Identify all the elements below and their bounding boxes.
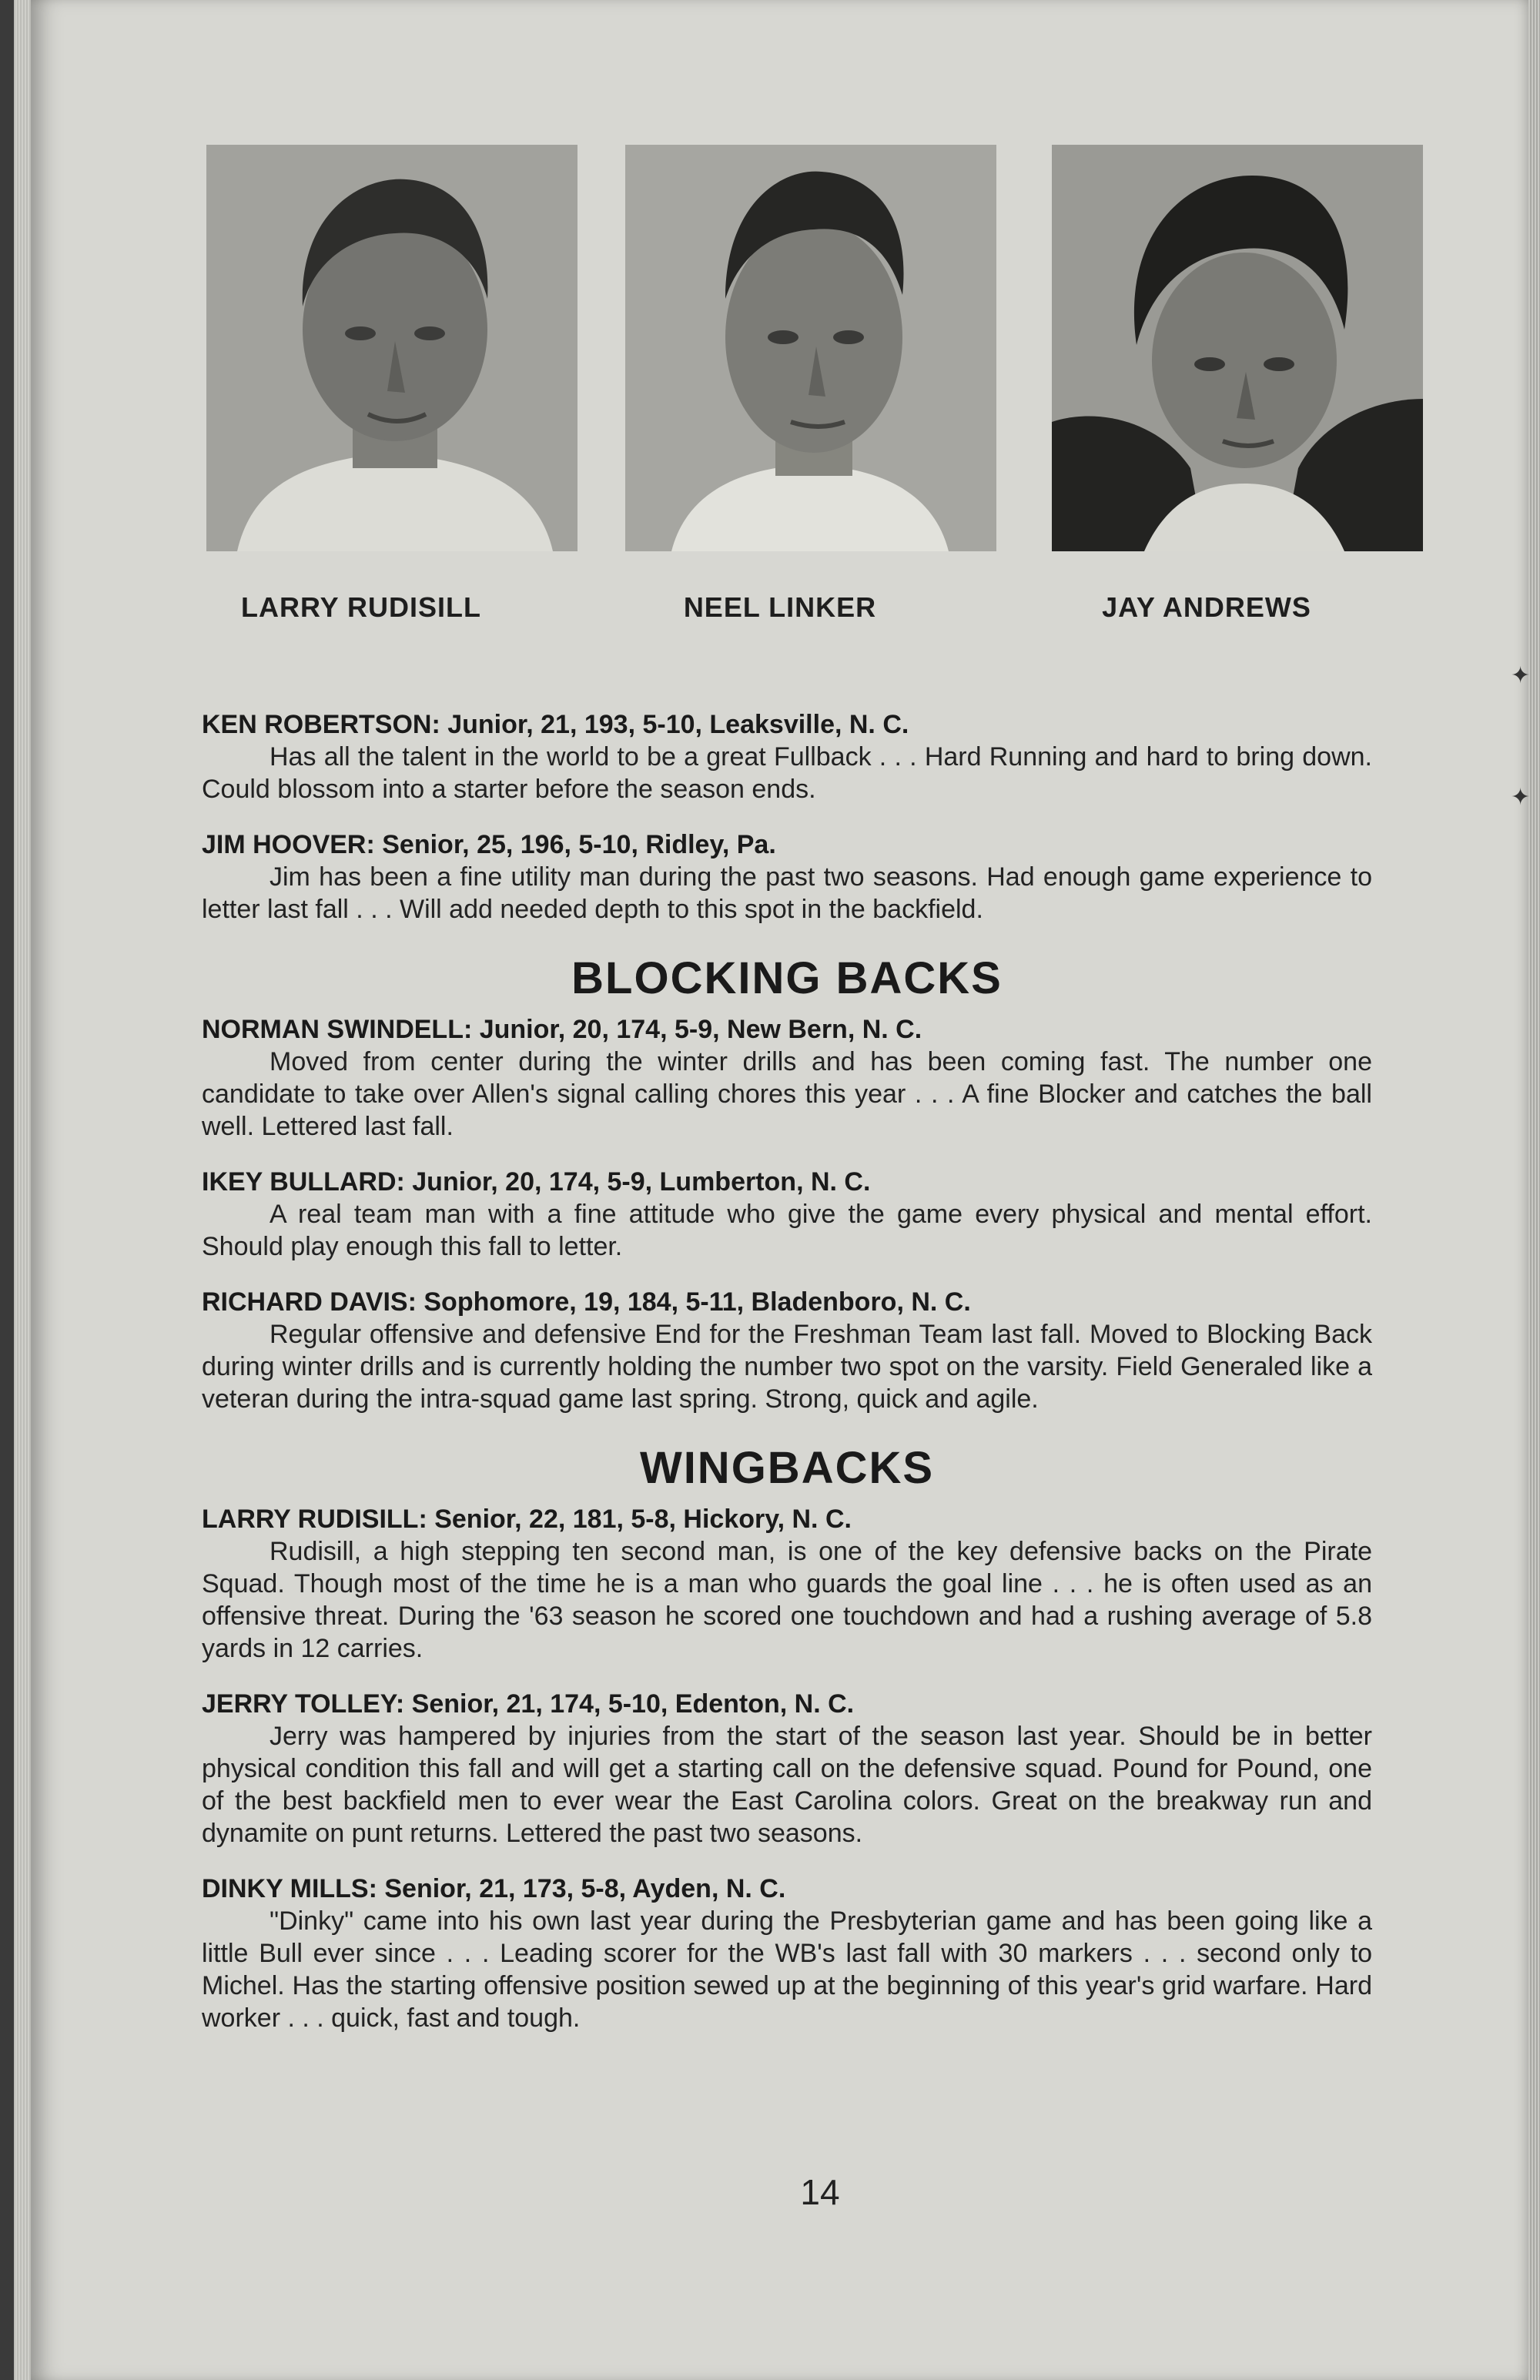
player-entry — [202, 1873, 1372, 2034]
player-heading: JERRY TOLLEY: Senior, 21, 174, 5-10, Edenton, N. C. — [202, 1689, 855, 1719]
player-description: Jim has been a fine utility man during the past two seasons. Had enough game experience to letter last fall . . . Will add needed depth to this spot in the backfield. — [202, 862, 1372, 924]
player-description: Jerry was hampered by injuries from the start of the season last year. Should be in better physical condition this fall and will get a starting call on the defensive squad. Pound for Pound, one of the best backfield men to ever wear the East Carolina colors. Great on the breakway run and dynamite on punt returns. Lettered the past two seasons. — [202, 1722, 1372, 1848]
portrait-image — [625, 145, 996, 551]
player-entry — [202, 1286, 1372, 1415]
player-photo-neel-linker — [625, 145, 996, 551]
photo-caption-3: JAY ANDREWS — [1102, 591, 1311, 623]
photo-caption-1: LARRY RUDISILL — [240, 591, 481, 623]
player-description: Has all the talent in the world to be a great Fullback . . . Hard Running and hard to bring down. Could blossom into a starter before the season ends. — [202, 742, 1372, 804]
player-heading: KEN ROBERTSON: Junior, 21, 193, 5-10, Leaksville, N. C. — [202, 710, 909, 739]
margin-mark-icon: ✦ — [1511, 785, 1531, 810]
photo-caption-2: NEEL LINKER — [683, 591, 877, 623]
player-photo-jay-andrews — [1052, 145, 1423, 551]
player-heading: RICHARD DAVIS: Sophomore, 19, 184, 5-11, Bladenboro, N. C. — [202, 1287, 971, 1317]
article-body — [202, 708, 1372, 2057]
player-entry — [202, 1013, 1372, 1143]
player-heading: DINKY MILLS: Senior, 21, 173, 5-8, Ayden, N. C. — [202, 1874, 786, 1903]
portrait-image — [1052, 145, 1423, 551]
player-entry — [202, 1166, 1372, 1263]
player-heading: NORMAN SWINDELL: Junior, 20, 174, 5-9, New Bern, N. C. — [202, 1015, 922, 1044]
player-entry — [202, 1688, 1372, 1849]
page-stack-right-edge — [1528, 0, 1540, 2380]
player-description: Rudisill, a high stepping ten second man, is one of the key defensive backs on the Pirate Squad. Though most of the time he is a man who guards the goal line . . . he is often used as an offensive threat. During the '63 season he scored one touchdown and had a rushing average of 5.8 yards in 12 carries. — [202, 1537, 1372, 1663]
section-title-blocking-backs: BLOCKING BACKS — [571, 953, 1003, 1003]
player-entry — [202, 828, 1372, 926]
player-entry — [202, 708, 1372, 805]
player-photo-larry-rudisill — [206, 145, 578, 551]
section-title-wingbacks: WINGBACKS — [639, 1443, 935, 1493]
page-stack-left-edge — [14, 0, 31, 2380]
player-heading: IKEY BULLARD: Junior, 20, 174, 5-9, Lumberton, N. C. — [202, 1167, 871, 1197]
player-description: Moved from center during the winter drills and has been coming fast. The number one candidate to take over Allen's signal calling chores this year . . . A fine Blocker and catches the ball well. Lettered last fall. — [202, 1047, 1372, 1141]
player-photos — [176, 145, 1417, 551]
page-number: 14 — [800, 2172, 840, 2212]
margin-mark-icon: ✦ — [1511, 663, 1531, 688]
player-heading: JIM HOOVER: Senior, 25, 196, 5-10, Ridley, Pa. — [202, 830, 776, 859]
player-description: A real team man with a fine attitude who give the game every physical and mental effort. Should play enough this fall to letter. — [202, 1200, 1372, 1261]
player-description: "Dinky" came into his own last year during the Presbyterian game and has been going like a little Bull ever since . . . Leading scorer for the WB's last fall with 30 markers . . . second only to Michel. Has the starting offensive position sewed up at the beginning of this year's grid warfare. Hard worker . . . quick, fast and tough. — [202, 1906, 1372, 2033]
player-heading: LARRY RUDISILL: Senior, 22, 181, 5-8, Hickory, N. C. — [202, 1505, 852, 1534]
portrait-image — [206, 145, 578, 551]
player-description: Regular offensive and defensive End for the Freshman Team last fall. Moved to Blocking Back during winter drills and is currently holding the number two spot on the varsity. Field Generaled like a veteran during the intra-squad game last spring. Strong, quick and agile. — [202, 1320, 1372, 1414]
player-entry — [202, 1503, 1372, 1665]
